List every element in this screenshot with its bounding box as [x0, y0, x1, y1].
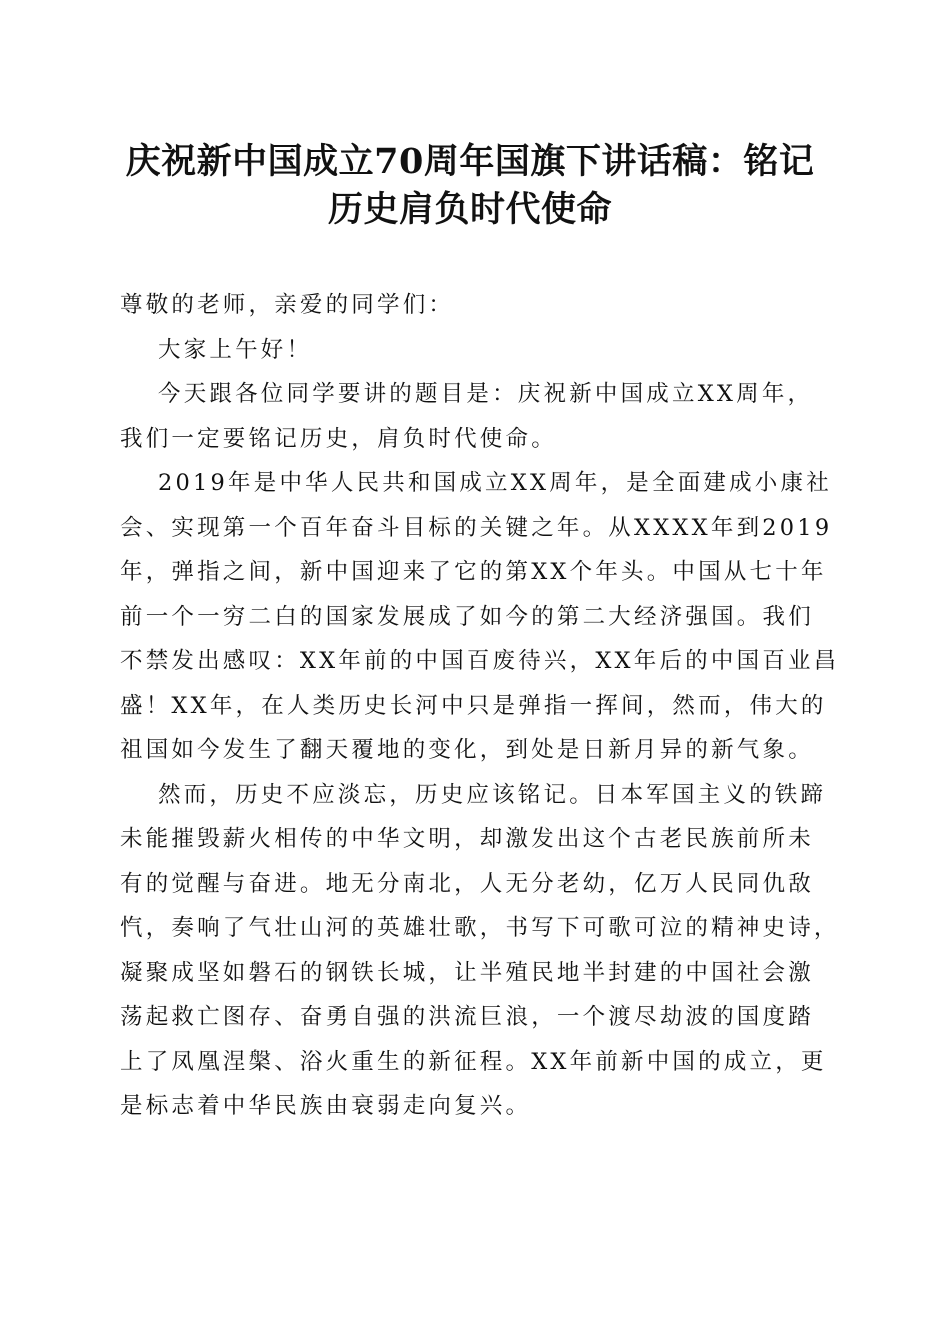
greeting: 大家上午好！: [158, 336, 313, 363]
paragraph-topic: [120, 372, 830, 461]
paragraph-line: 2019年是中华人民共和国成立XX周年，是全面建成小康社: [158, 470, 832, 496]
paragraph-anniversary: [120, 461, 840, 773]
title-line: 历史肩负时代使命: [327, 189, 612, 230]
paragraph-line: 上了凤凰涅槃、浴火重生的新征程。XX年前新中国的成立，更: [120, 1048, 827, 1075]
paragraph-line: 然而，历史不应淡忘，历史应该铭记。日本军国主义的铁蹄: [158, 781, 827, 808]
paragraph-line: 是标志着中华民族由衰弱走向复兴。: [120, 1093, 532, 1119]
paragraph-line: 荡起救亡图存、奋勇自强的洪流巨浪，一个渡尽劫波的国度踏: [120, 1004, 814, 1030]
paragraph-line: 盛！XX年，在人类历史长河中只是弹指一挥间，然而，伟大的: [120, 692, 827, 719]
paragraph-history: [120, 773, 840, 1129]
paragraph-line: 年，弹指之间，新中国迎来了它的第XX个年头。中国从七十年: [120, 559, 827, 585]
paragraph-line: 未能摧毁薪火相传的中华文明，却激发出这个古老民族前所未: [120, 826, 814, 852]
paragraph-line: 祖国如今发生了翻天覆地的变化，到处是日新月异的新气象。: [120, 737, 814, 763]
salutation: 尊敬的老师，亲爱的同学们：: [120, 292, 455, 318]
paragraph-line: 忾，奏响了气壮山河的英雄壮歌，书写下可歌可泣的精神史诗，: [120, 915, 840, 941]
document-title: [100, 138, 840, 234]
paragraph-line: 会、实现第一个百年奋斗目标的关键之年。从XXXX年到2019: [120, 514, 833, 541]
paragraph-line: 前一个一穷二白的国家发展成了如今的第二大经济强国。我们: [120, 603, 814, 630]
paragraph-line: 今天跟各位同学要讲的题目是：庆祝新中国成立XX周年，: [158, 381, 814, 407]
paragraph-line: 不禁发出感叹：XX年前的中国百废待兴，XX年后的中国百业昌: [120, 648, 840, 674]
paragraph-line: 凝聚成坚如磐石的钢铁长城，让半殖民地半封建的中国社会激: [120, 959, 814, 986]
document-body: [120, 283, 840, 1129]
paragraph-line: 我们一定要铭记历史，肩负时代使命。: [120, 425, 557, 452]
paragraph-line: 有的觉醒与奋进。地无分南北，人无分老幼，亿万人民同仇敌: [120, 870, 814, 897]
title-line: 庆祝新中国成立70周年国旗下讲话稿：铭记: [125, 141, 815, 182]
